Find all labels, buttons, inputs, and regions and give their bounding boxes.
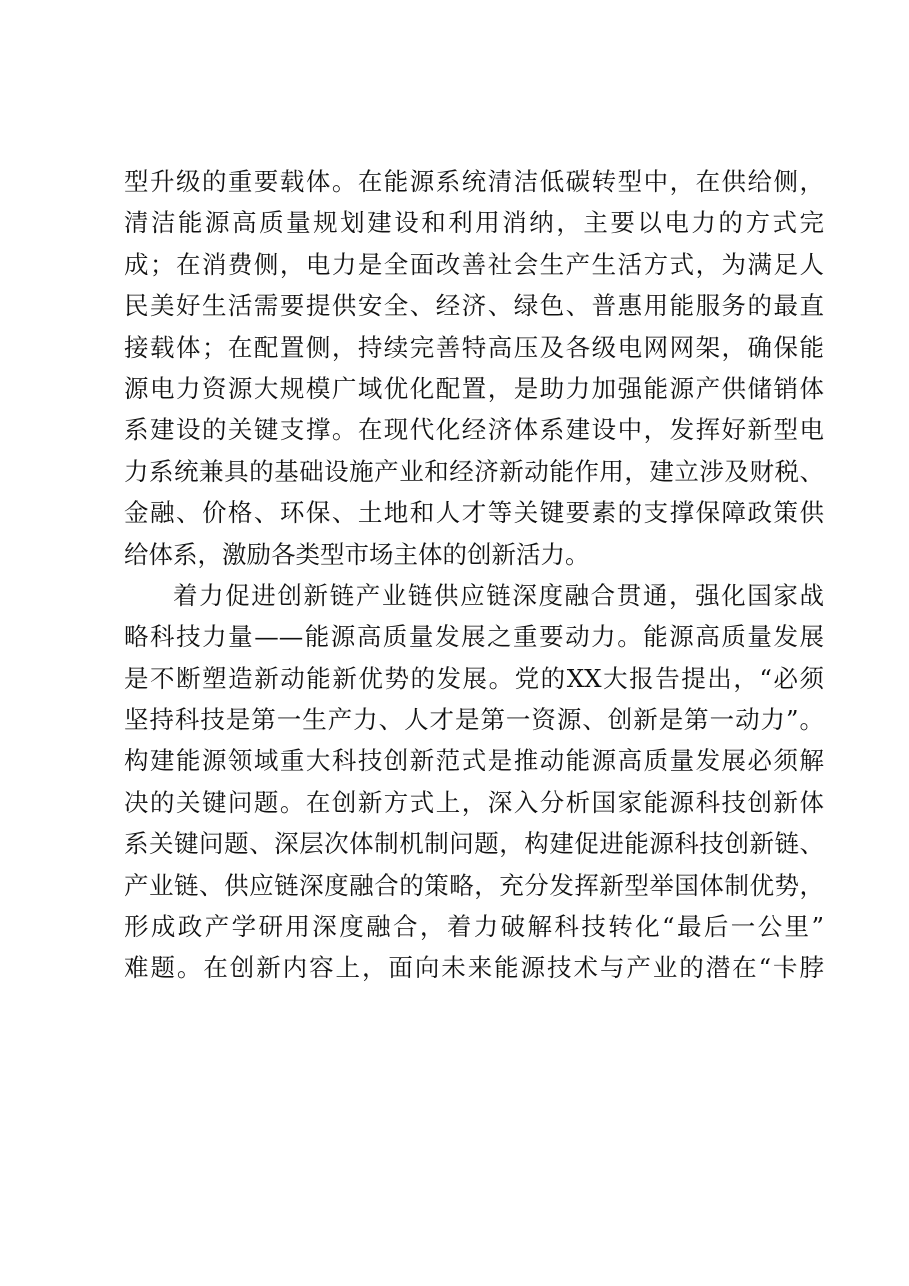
text-line: 系建设的关键支撑。在现代化经济体系建设中，发挥好新型电 (124, 415, 824, 445)
document-body (124, 161, 824, 989)
text-line: 清洁能源高质量规划建设和利用消纳，主要以电力的方式完 (124, 208, 824, 238)
text-line: 构建能源领域重大科技创新范式是推动能源高质量发展必须解 (124, 746, 824, 776)
paragraph-2 (124, 575, 824, 989)
text-line: 是不断塑造新动能新优势的发展。党的XX大报告提出，“必须 (124, 663, 824, 693)
text-line: 产业链、供应链深度融合的策略，充分发挥新型举国体制优势， (124, 870, 824, 900)
text-line: 力系统兼具的基础设施产业和经济新动能作用，建立涉及财税、 (124, 456, 824, 486)
text-line: 形成政产学研用深度融合，着力破解科技转化“最后一公里” (124, 912, 824, 942)
text-line: 成；在消费侧，电力是全面改善社会生产生活方式，为满足人 (124, 249, 824, 279)
paragraph-1 (124, 161, 824, 575)
text-line: 接载体；在配置侧，持续完善特高压及各级电网网架，确保能 (124, 332, 824, 362)
text-line: 金融、价格、环保、土地和人才等关键要素的支撑保障政策供 (124, 498, 824, 528)
text-line: 系关键问题、深层次体制机制问题，构建促进能源科技创新链、 (124, 829, 824, 859)
text-line: 着力促进创新链产业链供应链深度融合贯通，强化国家战 (173, 580, 824, 610)
text-line: 决的关键问题。在创新方式上，深入分析国家能源科技创新体 (124, 787, 824, 817)
text-line: 难题。在创新内容上，面向未来能源技术与产业的潜在“卡脖 (124, 953, 824, 983)
text-line: 型升级的重要载体。在能源系统清洁低碳转型中，在供给侧， (124, 167, 824, 196)
text-line: 坚持科技是第一生产力、人才是第一资源、创新是第一动力”。 (124, 705, 824, 735)
text-line: 源电力资源大规模广域优化配置，是助力加强能源产供储销体 (124, 373, 824, 403)
text-line: 民美好生活需要提供安全、经济、绿色、普惠用能服务的最直 (124, 291, 824, 321)
text-line: 略科技力量——能源高质量发展之重要动力。能源高质量发展 (124, 622, 824, 652)
text-line: 给体系，激励各类型市场主体的创新活力。 (124, 539, 590, 569)
